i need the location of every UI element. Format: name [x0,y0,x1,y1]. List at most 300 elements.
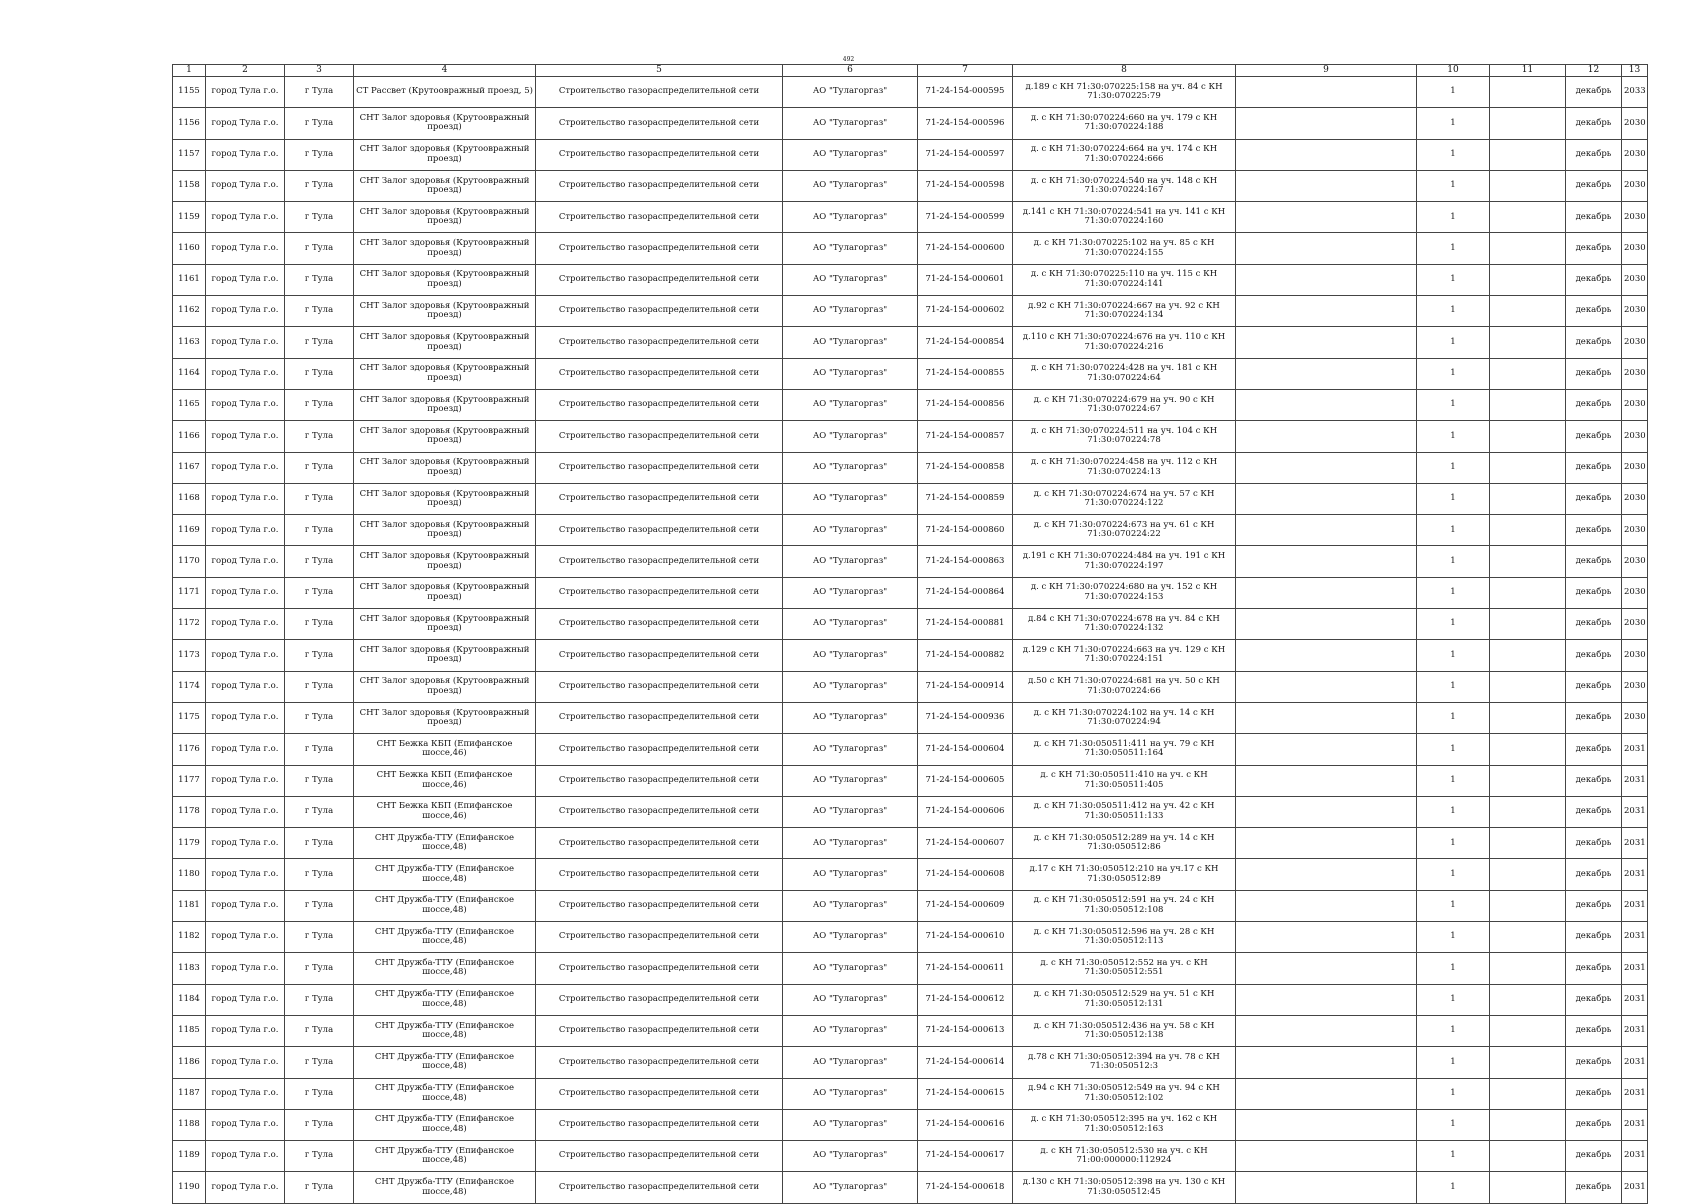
activity-cell: Строительство газораспределительной сети [536,796,783,827]
activity-cell: Строительство газораспределительной сети [536,1015,783,1046]
object-code-cell: 71-24-154-000863 [918,546,1013,577]
municipality-cell: город Тула г.о. [206,389,285,420]
year-cell: 2030 [1622,170,1648,201]
column-header: 13 [1622,65,1648,77]
year-cell: 2030 [1622,296,1648,327]
organization-cell: АО "Тулагоргаз" [783,1172,918,1203]
organization-cell: АО "Тулагоргаз" [783,828,918,859]
address-cell: д.78 с КН 71:30:050512:394 на уч. 78 с КН 71:30:050512:3 [1013,1047,1236,1078]
year-cell: 2031 [1622,953,1648,984]
organization-cell: АО "Тулагоргаз" [783,1078,918,1109]
year-cell: 2030 [1622,264,1648,295]
organization-cell: АО "Тулагоргаз" [783,640,918,671]
address-cell: д. с КН 71:30:070224:102 на уч. 14 с КН 71:30:070224:94 [1013,702,1236,733]
quantity-cell: 1 [1417,1141,1490,1172]
municipality-cell: город Тула г.о. [206,233,285,264]
table-header [173,65,1648,77]
year-cell: 2031 [1622,1172,1648,1203]
table-row [173,1141,1648,1172]
table-row [173,1109,1648,1140]
month-cell: декабрь [1566,108,1622,139]
location-cell: СТ Рассвет (Крутоовражный проезд, 5) [354,77,536,108]
year-cell: 2030 [1622,233,1648,264]
settlement-cell: г Тула [285,546,354,577]
row-number-cell: 1179 [173,828,206,859]
activity-cell: Строительство газораспределительной сети [536,233,783,264]
location-cell: СНТ Дружба-ТТУ (Епифанское шоссе,48) [354,1109,536,1140]
location-cell: СНТ Бежка КБП (Епифанское шоссе,46) [354,796,536,827]
col-9-cell [1236,796,1417,827]
quantity-cell: 1 [1417,1172,1490,1203]
row-number-cell: 1167 [173,452,206,483]
month-cell: декабрь [1566,953,1622,984]
address-cell: д. с КН 71:30:050512:530 на уч. с КН 71:00:000000:112924 [1013,1141,1236,1172]
location-cell: СНТ Дружба-ТТУ (Епифанское шоссе,48) [354,922,536,953]
location-cell: СНТ Залог здоровья (Крутоовражный проезд) [354,421,536,452]
quantity-cell: 1 [1417,233,1490,264]
column-header: 5 [536,65,783,77]
municipality-cell: город Тула г.о. [206,358,285,389]
location-cell: СНТ Залог здоровья (Крутоовражный проезд) [354,389,536,420]
year-cell: 2030 [1622,358,1648,389]
col-11-cell [1490,546,1566,577]
column-header: 10 [1417,65,1490,77]
table-row [173,515,1648,546]
row-number-cell: 1165 [173,389,206,420]
municipality-cell: город Тула г.о. [206,734,285,765]
row-number-cell: 1176 [173,734,206,765]
row-number-cell: 1164 [173,358,206,389]
municipality-cell: город Тула г.о. [206,577,285,608]
activity-cell: Строительство газораспределительной сети [536,327,783,358]
object-code-cell: 71-24-154-000602 [918,296,1013,327]
year-cell: 2031 [1622,765,1648,796]
year-cell: 2030 [1622,421,1648,452]
table-row [173,139,1648,170]
organization-cell: АО "Тулагоргаз" [783,202,918,233]
activity-cell: Строительство газораспределительной сети [536,1047,783,1078]
table-row [173,233,1648,264]
col-9-cell [1236,389,1417,420]
col-9-cell [1236,358,1417,389]
column-header: 12 [1566,65,1622,77]
address-cell: д. с КН 71:30:070224:673 на уч. 61 с КН 71:30:070224:22 [1013,515,1236,546]
location-cell: СНТ Залог здоровья (Крутоовражный проезд) [354,452,536,483]
object-code-cell: 71-24-154-000606 [918,796,1013,827]
municipality-cell: город Тула г.о. [206,1047,285,1078]
organization-cell: АО "Тулагоргаз" [783,233,918,264]
col-9-cell [1236,828,1417,859]
location-cell: СНТ Залог здоровья (Крутоовражный проезд) [354,483,536,514]
row-number-cell: 1160 [173,233,206,264]
address-cell: д.110 с КН 71:30:070224:676 на уч. 110 с КН 71:30:070224:216 [1013,327,1236,358]
col-11-cell [1490,984,1566,1015]
month-cell: декабрь [1566,264,1622,295]
activity-cell: Строительство газораспределительной сети [536,765,783,796]
column-header: 8 [1013,65,1236,77]
col-11-cell [1490,77,1566,108]
municipality-cell: город Тула г.о. [206,1078,285,1109]
object-code-cell: 71-24-154-000607 [918,828,1013,859]
settlement-cell: г Тула [285,483,354,514]
month-cell: декабрь [1566,577,1622,608]
location-cell: СНТ Дружба-ТТУ (Епифанское шоссе,48) [354,1141,536,1172]
month-cell: декабрь [1566,546,1622,577]
quantity-cell: 1 [1417,1078,1490,1109]
object-code-cell: 71-24-154-000601 [918,264,1013,295]
settlement-cell: г Тула [285,890,354,921]
year-cell: 2030 [1622,139,1648,170]
row-number-cell: 1186 [173,1047,206,1078]
settlement-cell: г Тула [285,1141,354,1172]
object-code-cell: 71-24-154-000856 [918,389,1013,420]
settlement-cell: г Тула [285,859,354,890]
col-11-cell [1490,1015,1566,1046]
col-9-cell [1236,984,1417,1015]
organization-cell: АО "Тулагоргаз" [783,389,918,420]
activity-cell: Строительство газораспределительной сети [536,483,783,514]
month-cell: декабрь [1566,640,1622,671]
object-code-cell: 71-24-154-000854 [918,327,1013,358]
location-cell: СНТ Залог здоровья (Крутоовражный проезд) [354,577,536,608]
year-cell: 2031 [1622,922,1648,953]
address-cell: д. с КН 71:30:070224:458 на уч. 112 с КН 71:30:070224:13 [1013,452,1236,483]
col-11-cell [1490,483,1566,514]
col-9-cell [1236,1015,1417,1046]
settlement-cell: г Тула [285,296,354,327]
address-cell: д. с КН 71:30:050511:411 на уч. 79 с КН 71:30:050511:164 [1013,734,1236,765]
object-code-cell: 71-24-154-000599 [918,202,1013,233]
location-cell: СНТ Дружба-ТТУ (Епифанское шоссе,48) [354,890,536,921]
table-row [173,577,1648,608]
activity-cell: Строительство газораспределительной сети [536,1141,783,1172]
quantity-cell: 1 [1417,108,1490,139]
activity-cell: Строительство газораспределительной сети [536,296,783,327]
location-cell: СНТ Залог здоровья (Крутоовражный проезд) [354,702,536,733]
col-11-cell [1490,358,1566,389]
month-cell: декабрь [1566,170,1622,201]
col-9-cell [1236,1047,1417,1078]
quantity-cell: 1 [1417,358,1490,389]
object-code-cell: 71-24-154-000596 [918,108,1013,139]
row-number-cell: 1185 [173,1015,206,1046]
quantity-cell: 1 [1417,577,1490,608]
col-9-cell [1236,734,1417,765]
municipality-cell: город Тула г.о. [206,1015,285,1046]
organization-cell: АО "Тулагоргаз" [783,546,918,577]
month-cell: декабрь [1566,922,1622,953]
activity-cell: Строительство газораспределительной сети [536,515,783,546]
row-number-cell: 1156 [173,108,206,139]
address-cell: д. с КН 71:30:070224:540 на уч. 148 с КН 71:30:070224:167 [1013,170,1236,201]
month-cell: декабрь [1566,1109,1622,1140]
row-number-cell: 1175 [173,702,206,733]
activity-cell: Строительство газораспределительной сети [536,202,783,233]
row-number-cell: 1181 [173,890,206,921]
table-row [173,389,1648,420]
address-cell: д.141 с КН 71:30:070224:541 на уч. 141 с КН 71:30:070224:160 [1013,202,1236,233]
municipality-cell: город Тула г.о. [206,139,285,170]
column-header: 7 [918,65,1013,77]
address-cell: д. с КН 71:30:050512:552 на уч. с КН 71:30:050512:551 [1013,953,1236,984]
col-11-cell [1490,640,1566,671]
year-cell: 2030 [1622,389,1648,420]
quantity-cell: 1 [1417,702,1490,733]
activity-cell: Строительство газораспределительной сети [536,577,783,608]
table-row [173,327,1648,358]
col-9-cell [1236,170,1417,201]
col-11-cell [1490,953,1566,984]
settlement-cell: г Тула [285,702,354,733]
row-number-cell: 1173 [173,640,206,671]
col-9-cell [1236,859,1417,890]
object-code-cell: 71-24-154-000618 [918,1172,1013,1203]
col-11-cell [1490,890,1566,921]
object-code-cell: 71-24-154-000608 [918,859,1013,890]
month-cell: декабрь [1566,1047,1622,1078]
column-header: 2 [206,65,285,77]
col-9-cell [1236,546,1417,577]
object-code-cell: 71-24-154-000616 [918,1109,1013,1140]
activity-cell: Строительство газораспределительной сети [536,264,783,295]
year-cell: 2031 [1622,890,1648,921]
organization-cell: АО "Тулагоргаз" [783,77,918,108]
month-cell: декабрь [1566,890,1622,921]
municipality-cell: город Тула г.о. [206,671,285,702]
location-cell: СНТ Залог здоровья (Крутоовражный проезд) [354,264,536,295]
year-cell: 2030 [1622,577,1648,608]
month-cell: декабрь [1566,702,1622,733]
col-9-cell [1236,421,1417,452]
col-9-cell [1236,202,1417,233]
col-11-cell [1490,702,1566,733]
row-number-cell: 1177 [173,765,206,796]
column-header: 11 [1490,65,1566,77]
location-cell: СНТ Залог здоровья (Крутоовражный проезд) [354,108,536,139]
activity-cell: Строительство газораспределительной сети [536,170,783,201]
table-row [173,264,1648,295]
address-cell: д. с КН 71:30:050512:436 на уч. 58 с КН 71:30:050512:138 [1013,1015,1236,1046]
col-9-cell [1236,577,1417,608]
location-cell: СНТ Залог здоровья (Крутоовражный проезд) [354,327,536,358]
object-code-cell: 71-24-154-000609 [918,890,1013,921]
col-11-cell [1490,577,1566,608]
organization-cell: АО "Тулагоргаз" [783,515,918,546]
settlement-cell: г Тула [285,202,354,233]
year-cell: 2033 [1622,77,1648,108]
col-11-cell [1490,734,1566,765]
address-cell: д.92 с КН 71:30:070224:667 на уч. 92 с КН 71:30:070224:134 [1013,296,1236,327]
address-cell: д. с КН 71:30:070224:428 на уч. 181 с КН 71:30:070224:64 [1013,358,1236,389]
address-cell: д. с КН 71:30:070225:110 на уч. 115 с КН 71:30:070224:141 [1013,264,1236,295]
location-cell: СНТ Залог здоровья (Крутоовражный проезд) [354,139,536,170]
quantity-cell: 1 [1417,77,1490,108]
activity-cell: Строительство газораспределительной сети [536,671,783,702]
column-header: 3 [285,65,354,77]
municipality-cell: город Тула г.о. [206,77,285,108]
quantity-cell: 1 [1417,828,1490,859]
col-11-cell [1490,1047,1566,1078]
object-code-cell: 71-24-154-000595 [918,77,1013,108]
settlement-cell: г Тула [285,421,354,452]
settlement-cell: г Тула [285,1172,354,1203]
col-9-cell [1236,671,1417,702]
quantity-cell: 1 [1417,1015,1490,1046]
address-cell: д. с КН 71:30:050512:529 на уч. 51 с КН 71:30:050512:131 [1013,984,1236,1015]
address-cell: д. с КН 71:30:070224:660 на уч. 179 с КН 71:30:070224:188 [1013,108,1236,139]
address-cell: д. с КН 71:30:050512:596 на уч. 28 с КН 71:30:050512:113 [1013,922,1236,953]
year-cell: 2030 [1622,640,1648,671]
col-11-cell [1490,421,1566,452]
organization-cell: АО "Тулагоргаз" [783,170,918,201]
organization-cell: АО "Тулагоргаз" [783,859,918,890]
object-code-cell: 71-24-154-000617 [918,1141,1013,1172]
object-code-cell: 71-24-154-000613 [918,1015,1013,1046]
activity-cell: Строительство газораспределительной сети [536,421,783,452]
quantity-cell: 1 [1417,452,1490,483]
municipality-cell: город Тула г.о. [206,515,285,546]
col-11-cell [1490,264,1566,295]
col-9-cell [1236,296,1417,327]
activity-cell: Строительство газораспределительной сети [536,609,783,640]
settlement-cell: г Тула [285,828,354,859]
location-cell: СНТ Дружба-ТТУ (Епифанское шоссе,48) [354,1172,536,1203]
address-cell: д.94 с КН 71:30:050512:549 на уч. 94 с КН 71:30:050512:102 [1013,1078,1236,1109]
activity-cell: Строительство газораспределительной сети [536,953,783,984]
table-row [173,671,1648,702]
quantity-cell: 1 [1417,922,1490,953]
month-cell: декабрь [1566,1141,1622,1172]
object-code-cell: 71-24-154-000614 [918,1047,1013,1078]
col-9-cell [1236,922,1417,953]
activity-cell: Строительство газораспределительной сети [536,1078,783,1109]
col-9-cell [1236,1141,1417,1172]
object-code-cell: 71-24-154-000600 [918,233,1013,264]
organization-cell: АО "Тулагоргаз" [783,609,918,640]
row-number-cell: 1183 [173,953,206,984]
activity-cell: Строительство газораспределительной сети [536,640,783,671]
address-cell: д. с КН 71:30:050511:412 на уч. 42 с КН 71:30:050511:133 [1013,796,1236,827]
year-cell: 2030 [1622,546,1648,577]
col-9-cell [1236,264,1417,295]
object-code-cell: 71-24-154-000882 [918,640,1013,671]
year-cell: 2031 [1622,1047,1648,1078]
organization-cell: АО "Тулагоргаз" [783,734,918,765]
location-cell: СНТ Дружба-ТТУ (Епифанское шоссе,48) [354,953,536,984]
col-11-cell [1490,170,1566,201]
municipality-cell: город Тула г.о. [206,640,285,671]
settlement-cell: г Тула [285,515,354,546]
table-row [173,483,1648,514]
organization-cell: АО "Тулагоргаз" [783,327,918,358]
month-cell: декабрь [1566,296,1622,327]
quantity-cell: 1 [1417,671,1490,702]
object-code-cell: 71-24-154-000598 [918,170,1013,201]
col-11-cell [1490,1141,1566,1172]
organization-cell: АО "Тулагоргаз" [783,953,918,984]
location-cell: СНТ Залог здоровья (Крутоовражный проезд) [354,358,536,389]
col-9-cell [1236,640,1417,671]
col-11-cell [1490,233,1566,264]
activity-cell: Строительство газораспределительной сети [536,828,783,859]
col-11-cell [1490,327,1566,358]
year-cell: 2030 [1622,483,1648,514]
quantity-cell: 1 [1417,765,1490,796]
col-11-cell [1490,389,1566,420]
municipality-cell: город Тула г.о. [206,264,285,295]
municipality-cell: город Тула г.о. [206,1172,285,1203]
quantity-cell: 1 [1417,483,1490,514]
year-cell: 2031 [1622,1015,1648,1046]
organization-cell: АО "Тулагоргаз" [783,890,918,921]
activity-cell: Строительство газораспределительной сети [536,859,783,890]
quantity-cell: 1 [1417,859,1490,890]
col-11-cell [1490,1078,1566,1109]
table-row [173,421,1648,452]
address-cell: д. с КН 71:30:050512:289 на уч. 14 с КН 71:30:050512:86 [1013,828,1236,859]
row-number-cell: 1189 [173,1141,206,1172]
month-cell: декабрь [1566,609,1622,640]
table-row [173,859,1648,890]
row-number-cell: 1187 [173,1078,206,1109]
settlement-cell: г Тула [285,264,354,295]
settlement-cell: г Тула [285,358,354,389]
settlement-cell: г Тула [285,922,354,953]
year-cell: 2030 [1622,702,1648,733]
location-cell: СНТ Дружба-ТТУ (Епифанское шоссе,48) [354,1015,536,1046]
month-cell: декабрь [1566,139,1622,170]
quantity-cell: 1 [1417,139,1490,170]
organization-cell: АО "Тулагоргаз" [783,358,918,389]
location-cell: СНТ Залог здоровья (Крутоовражный проезд) [354,296,536,327]
col-11-cell [1490,922,1566,953]
settlement-cell: г Тула [285,233,354,264]
settlement-cell: г Тула [285,452,354,483]
address-cell: д. с КН 71:30:070224:680 на уч. 152 с КН 71:30:070224:153 [1013,577,1236,608]
row-number-cell: 1166 [173,421,206,452]
quantity-cell: 1 [1417,327,1490,358]
address-cell: д.130 с КН 71:30:050512:398 на уч. 130 с КН 71:30:050512:45 [1013,1172,1236,1203]
location-cell: СНТ Дружба-ТТУ (Епифанское шоссе,48) [354,1047,536,1078]
municipality-cell: город Тула г.о. [206,108,285,139]
object-code-cell: 71-24-154-000936 [918,702,1013,733]
activity-cell: Строительство газораспределительной сети [536,108,783,139]
quantity-cell: 1 [1417,202,1490,233]
organization-cell: АО "Тулагоргаз" [783,577,918,608]
col-9-cell [1236,139,1417,170]
settlement-cell: г Тула [285,1047,354,1078]
col-11-cell [1490,452,1566,483]
settlement-cell: г Тула [285,1109,354,1140]
object-code-cell: 71-24-154-000855 [918,358,1013,389]
month-cell: декабрь [1566,1015,1622,1046]
col-9-cell [1236,1172,1417,1203]
settlement-cell: г Тула [285,1078,354,1109]
settlement-cell: г Тула [285,984,354,1015]
location-cell: СНТ Бежка КБП (Епифанское шоссе,46) [354,765,536,796]
activity-cell: Строительство газораспределительной сети [536,358,783,389]
quantity-cell: 1 [1417,1109,1490,1140]
organization-cell: АО "Тулагоргаз" [783,1109,918,1140]
activity-cell: Строительство газораспределительной сети [536,922,783,953]
col-9-cell [1236,702,1417,733]
organization-cell: АО "Тулагоргаз" [783,671,918,702]
row-number-cell: 1171 [173,577,206,608]
row-number-cell: 1190 [173,1172,206,1203]
municipality-cell: город Тула г.о. [206,859,285,890]
year-cell: 2031 [1622,1078,1648,1109]
quantity-cell: 1 [1417,421,1490,452]
